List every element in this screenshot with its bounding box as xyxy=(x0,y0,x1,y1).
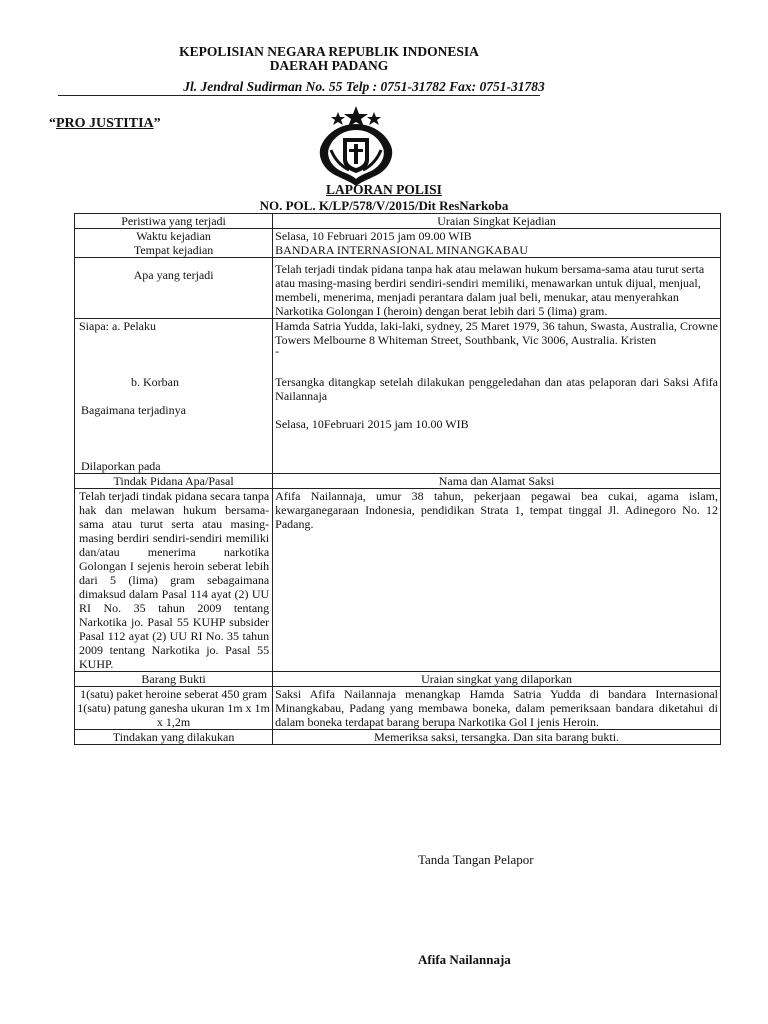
signature-label: Tanda Tangan Pelapor xyxy=(418,852,534,867)
siapa-labels xyxy=(75,319,273,474)
pro-justitia-text: PRO JUSTITIA xyxy=(56,116,154,131)
value-tindakan: Memeriksa saksi, tersangka. Dan sita barang bukti. xyxy=(273,730,721,745)
table-row xyxy=(75,489,721,672)
value-apa: Telah terjadi tindak pidana tanpa hak atau melawan hukum bersama-sama atau turut serta atau masing-masing berdiri sendiri-sendiri memiliki, menawarkan untuk dijual, menjual, membeli, menerima, menjadi perantara dalam jual beli, menukar, atau menyerahkan Narkotika Golongan I (heroin) dengan berat lebih dari 5 (lima) gram. xyxy=(273,258,721,319)
pro-justitia-label xyxy=(49,116,161,132)
police-emblem-icon xyxy=(313,104,399,188)
bukti-item: 1(satu) paket heroine seberat 450 gram xyxy=(80,687,268,701)
value-waktu: Selasa, 10 Februari 2015 jam 09.00 WIB xyxy=(275,229,472,243)
waktu-labels xyxy=(75,229,273,258)
value-pasal: Telah terjadi tindak pidana secara tanpa hak dan melawan hukum bersama-sama atau turut serta atau masing-masing berdiri sendiri-sendiri memiliki dan/atau menerima narkotika Golongan I sejenis heroin seberat lebih dari 5 (lima) gram sebagaimana dimaksud dalam Pasal 114 ayat (2) UU RI No. 35 tahun 2009 tentang Narkotika jo. Pasal 55 KUHP subsider Pasal 112 ayat (2) UU RI No. 35 tahun 2009 tentang Narkotika jo. Pasal 55 KUHP. xyxy=(75,489,273,672)
report-title: LAPORAN POLISI xyxy=(326,182,442,197)
label-bagaimana: Bagaimana terjadinya xyxy=(81,403,186,417)
table-row xyxy=(75,687,721,730)
value-bagaimana: Tersangka ditangkap setelah dilakukan penggeledahan dan atas pelaporan dari Saksi Afifa Nailannaja xyxy=(275,375,718,403)
report-table xyxy=(74,213,721,745)
signature-name: Afifa Nailannaja xyxy=(418,952,511,967)
table-row xyxy=(75,474,721,489)
value-saksi: Afifa Nailannaja, umur 38 tahun, pekerjaan pegawai bea cukai, agama islam, kewarganegaraan Indonesia, pendidikan Strata 1, tempat tinggal Jl. Adinegoro No. 12 Padang. xyxy=(273,489,721,672)
head-pasal: Tindak Pidana Apa/Pasal xyxy=(75,474,273,489)
value-uraian-laporan: Saksi Afifa Nailannaja menangkap Hamda Satria Yudda di bandara Internasional Minangkabau, Padang yang membawa boneka, dalam pemeriksaan bandara diketahui di dalam boneka terdapat barang berupa Narkotika Gol I jenis Heroin. xyxy=(273,687,721,730)
open-quote: “ xyxy=(49,116,56,131)
bukti-list xyxy=(75,687,273,730)
close-quote: ” xyxy=(153,116,161,131)
value-pelaku: Hamda Satria Yudda, laki-laki, sydney, 25 Maret 1979, 36 tahun, Swasta, Australia, Crowne Towers Melbourne 8 Whiteman Street, Southbank, Vic 3006, Australia. Kristen xyxy=(275,319,718,347)
table-row xyxy=(75,214,721,229)
table-row xyxy=(75,672,721,687)
table-row xyxy=(75,258,721,319)
head-peristiwa: Peristiwa yang terjadi xyxy=(75,214,273,229)
value-tempat: BANDARA INTERNASIONAL MINANGKABAU xyxy=(275,243,529,257)
head-bukti: Barang Bukti xyxy=(75,672,273,687)
header-divider xyxy=(58,95,540,96)
header-address: Jl. Jendral Sudirman No. 55 Telp : 0751-31782 Fax: 0751-31783 xyxy=(183,79,545,94)
waktu-values xyxy=(273,229,721,258)
head-uraian-laporan: Uraian singkat yang dilaporkan xyxy=(273,672,721,687)
siapa-values xyxy=(273,319,721,474)
report-number: NO. POL. K/LP/578/V/2015/Dit ResNarkoba xyxy=(259,198,509,213)
header-region: DAERAH PADANG xyxy=(269,58,389,73)
label-apa: Apa yang terjadi xyxy=(75,258,273,319)
label-tindakan: Tindakan yang dilakukan xyxy=(75,730,273,745)
head-uraian: Uraian Singkat Kejadian xyxy=(273,214,721,229)
value-dilaporkan: Selasa, 10Februari 2015 jam 10.00 WIB xyxy=(275,417,469,431)
table-row xyxy=(75,319,721,474)
label-korban: b. Korban xyxy=(131,375,179,389)
table-row xyxy=(75,229,721,258)
head-saksi: Nama dan Alamat Saksi xyxy=(273,474,721,489)
bukti-item: 1(satu) patung ganesha ukuran 1m x 1m x 1,2m xyxy=(77,701,270,729)
label-dilaporkan: Dilaporkan pada xyxy=(81,459,161,473)
label-waktu: Waktu kejadian xyxy=(136,229,211,243)
label-pelaku: Siapa: a. Pelaku xyxy=(79,319,156,333)
label-tempat: Tempat kejadian xyxy=(133,243,214,257)
value-korban: - xyxy=(275,344,280,358)
header-institution: KEPOLISIAN NEGARA REPUBLIK INDONESIA xyxy=(179,44,479,59)
table-row xyxy=(75,730,721,745)
